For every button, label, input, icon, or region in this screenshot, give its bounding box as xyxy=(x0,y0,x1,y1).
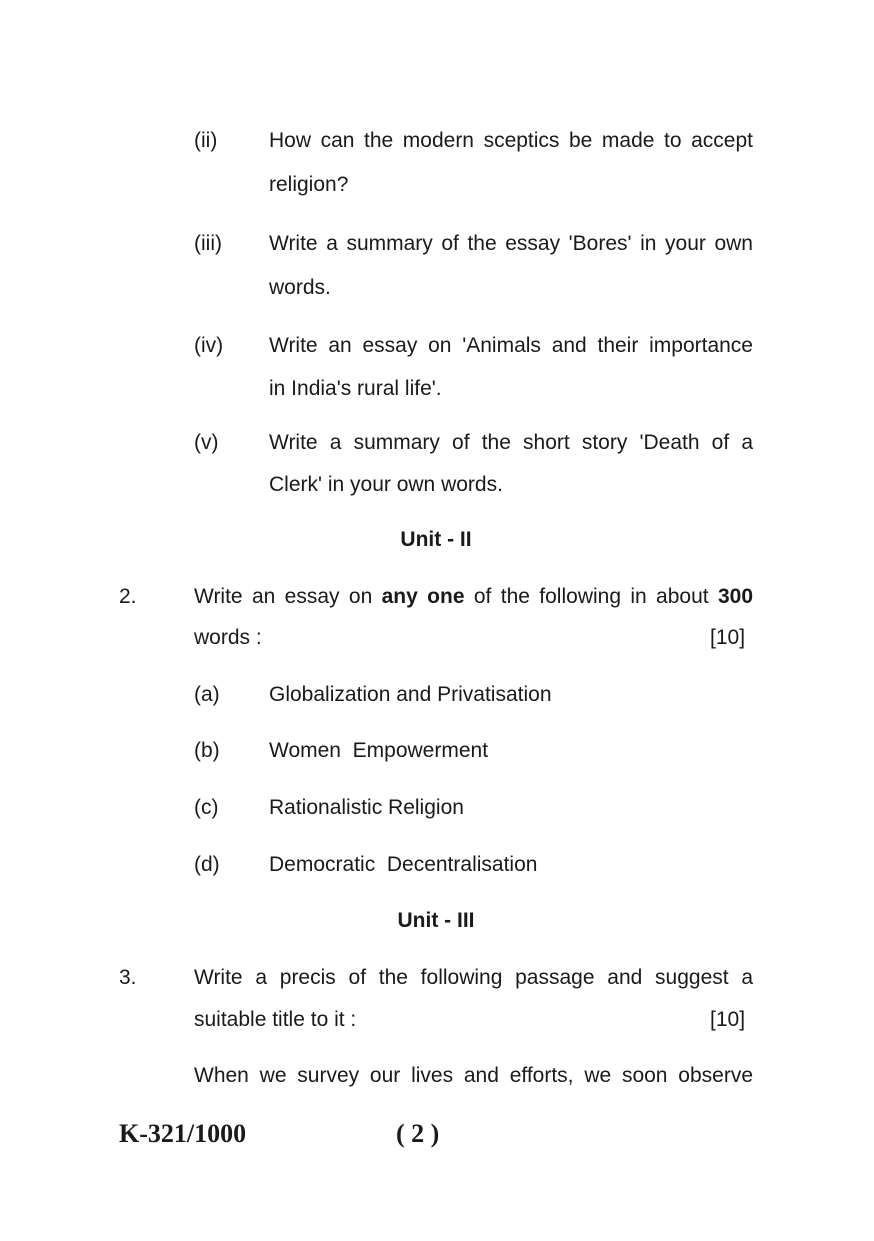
unit-heading: Unit - II xyxy=(400,528,472,551)
item-text: Write a summary of the essay 'Bores' in your own xyxy=(269,232,753,255)
item-label: (v) xyxy=(194,431,219,454)
item-text-cont: Clerk' in your own words. xyxy=(269,473,503,496)
question-text: Write a precis of the following passage and suggest a xyxy=(194,966,753,989)
question-text-cont: suitable title to it : xyxy=(194,1008,357,1031)
item-label: (ii) xyxy=(194,129,218,152)
passage-text: When we survey our lives and efforts, we soon observe xyxy=(194,1064,753,1087)
option-text: Women Empowerment xyxy=(269,739,489,762)
question-marks: [10] xyxy=(710,626,746,649)
option-text: Rationalistic Religion xyxy=(269,796,464,819)
question-text xyxy=(194,586,753,607)
page-number: ( 2 ) xyxy=(396,1119,440,1148)
question-number: 2. xyxy=(119,585,137,608)
option-label: (a) xyxy=(194,683,220,706)
item-label: (iii) xyxy=(194,232,222,255)
item-text: Write a summary of the short story 'Death of a xyxy=(269,431,753,454)
option-text: Democratic Decentralisation xyxy=(269,853,538,876)
item-text-cont: religion? xyxy=(269,173,349,196)
item-label: (iv) xyxy=(194,334,224,357)
question-marks: [10] xyxy=(710,1008,746,1031)
question-text-cont: words : xyxy=(194,626,262,649)
option-text: Globalization and Privatisation xyxy=(269,683,552,706)
paper-code: K-321/1000 xyxy=(119,1119,247,1148)
item-text-cont: words. xyxy=(269,276,331,299)
option-label: (b) xyxy=(194,739,220,762)
question-number: 3. xyxy=(119,966,137,989)
item-text: Write an essay on 'Animals and their importance xyxy=(269,334,753,357)
question-text-part: Write an essay on xyxy=(194,585,382,608)
question-emphasis: 300 xyxy=(717,585,754,608)
question-text-part: of the following in about xyxy=(464,585,718,608)
question-emphasis: any one xyxy=(381,585,465,608)
option-label: (c) xyxy=(194,796,219,819)
item-text: How can the modern sceptics be made to accept xyxy=(269,129,753,152)
item-text-cont: in India's rural life'. xyxy=(269,377,442,400)
option-label: (d) xyxy=(194,853,220,876)
unit-heading: Unit - III xyxy=(397,909,475,932)
